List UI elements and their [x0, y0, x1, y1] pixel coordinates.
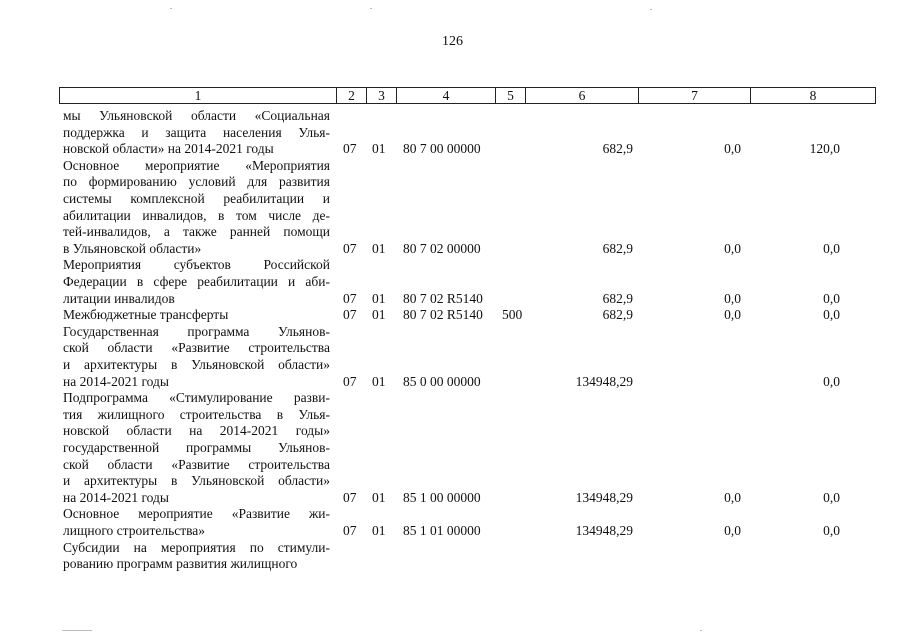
description-line: Субсидии на мероприятия по стимули-: [63, 539, 330, 555]
description-line: и архитектуры в Ульяновской области»: [63, 473, 330, 489]
description-line: Мероприятия субъектов Российской: [63, 257, 330, 273]
row-description: [63, 158, 330, 258]
header-col-1: 1: [60, 88, 337, 103]
cell-c6: 682,9: [602, 240, 633, 256]
description-line: Межбюджетные трансферты: [63, 307, 229, 323]
description-line: ской области «Развитие строительства: [63, 340, 330, 356]
description-line: ской области «Развитие строительства: [63, 456, 330, 472]
description-line: рованию программ развития жилищного: [63, 556, 298, 572]
cell-c8: 0,0: [823, 290, 840, 306]
scan-speck: [370, 8, 372, 9]
cell-c8: 0,0: [823, 373, 840, 389]
cell-c3: 01: [372, 307, 386, 323]
description-line: новской области» на 2014-2021 годы: [63, 141, 274, 157]
description-line: Государственная программа Ульянов-: [63, 323, 330, 339]
scan-speck: [700, 630, 702, 631]
cell-c7: 0,0: [724, 290, 741, 306]
header-col-4: 4: [397, 88, 496, 103]
cell-c4: 80 7 02 00000: [403, 240, 481, 256]
header-col-2: 2: [337, 88, 367, 103]
cell-c6: 682,9: [602, 141, 633, 157]
description-line: в Ульяновской области»: [63, 240, 202, 256]
row-description: [63, 257, 330, 307]
header-col-5: 5: [496, 88, 526, 103]
cell-c6: 682,9: [602, 290, 633, 306]
header-col-6: 6: [526, 88, 639, 103]
cell-c2: 07: [343, 489, 357, 505]
cell-c7: 0,0: [724, 489, 741, 505]
cell-c2: 07: [343, 522, 357, 538]
row-description: [63, 506, 330, 539]
row-description: [63, 390, 330, 506]
row-description: [63, 307, 330, 324]
scan-speck: [170, 8, 172, 9]
description-line: новской области на 2014-2021 годы»: [63, 423, 330, 439]
description-line: тей-инвалидов, а также ранней помощи: [63, 224, 330, 240]
table-header: [59, 87, 876, 104]
description-line: системы комплексной реабилитации и: [63, 190, 330, 206]
description-line: Федерации в сфере реабилитации и аби-: [63, 273, 330, 289]
description-line: лищного строительства»: [63, 522, 206, 538]
cell-c4: 80 7 02 R5140: [403, 290, 483, 306]
description-line: по формированию условий для развития: [63, 174, 330, 190]
description-line: тия жилищного строительства в Улья-: [63, 406, 330, 422]
header-col-3: 3: [367, 88, 397, 103]
cell-c2: 07: [343, 141, 357, 157]
cell-c6: 134948,29: [575, 373, 633, 389]
cell-c4: 85 1 01 00000: [403, 522, 481, 538]
page-number: 126: [442, 34, 463, 49]
row-description: [63, 540, 330, 573]
cell-c3: 01: [372, 373, 386, 389]
cell-c6: 682,9: [602, 307, 633, 323]
cell-c2: 07: [343, 373, 357, 389]
description-line: Основное мероприятие «Мероприятия: [63, 157, 330, 173]
cell-c7: 0,0: [724, 141, 741, 157]
scan-speck: [62, 630, 92, 631]
cell-c6: 134948,29: [575, 489, 633, 505]
description-line: на 2014-2021 годы: [63, 373, 169, 389]
description-line: абилитации инвалидов, в том числе де-: [63, 207, 330, 223]
cell-c3: 01: [372, 141, 386, 157]
description-line: Подпрограмма «Стимулирование разви-: [63, 390, 330, 406]
description-line: государственной программы Ульянов-: [63, 439, 330, 455]
cell-c8: 0,0: [823, 240, 840, 256]
description-line: мы Ульяновской области «Социальная: [63, 108, 330, 123]
cell-c2: 07: [343, 290, 357, 306]
cell-c3: 01: [372, 240, 386, 256]
cell-c3: 01: [372, 489, 386, 505]
cell-c8: 0,0: [823, 307, 840, 323]
cell-c5: 500: [502, 307, 523, 323]
cell-c3: 01: [372, 290, 386, 306]
cell-c4: 80 7 02 R5140: [403, 307, 483, 323]
header-col-7: 7: [639, 88, 751, 103]
cell-c4: 85 1 00 00000: [403, 489, 481, 505]
cell-c6: 134948,29: [575, 522, 633, 538]
cell-c8: 0,0: [823, 522, 840, 538]
description-line: литации инвалидов: [63, 290, 175, 306]
cell-c7: 0,0: [724, 522, 741, 538]
cell-c8: 120,0: [809, 141, 840, 157]
description-line: на 2014-2021 годы: [63, 489, 169, 505]
cell-c3: 01: [372, 522, 386, 538]
description-line: Основное мероприятие «Развитие жи-: [63, 506, 330, 522]
cell-c8: 0,0: [823, 489, 840, 505]
cell-c2: 07: [343, 240, 357, 256]
cell-c7: 0,0: [724, 307, 741, 323]
cell-c2: 07: [343, 307, 357, 323]
cell-c7: 0,0: [724, 240, 741, 256]
header-col-8: 8: [809, 88, 817, 103]
scan-speck: [650, 9, 652, 10]
description-line: и архитектуры в Ульяновской области»: [63, 356, 330, 372]
cell-c4: 80 7 00 00000: [403, 141, 481, 157]
cell-c4: 85 0 00 00000: [403, 373, 481, 389]
row-description: [63, 108, 330, 158]
description-line: поддержка и защита населения Улья-: [63, 124, 330, 140]
row-description: [63, 324, 330, 390]
